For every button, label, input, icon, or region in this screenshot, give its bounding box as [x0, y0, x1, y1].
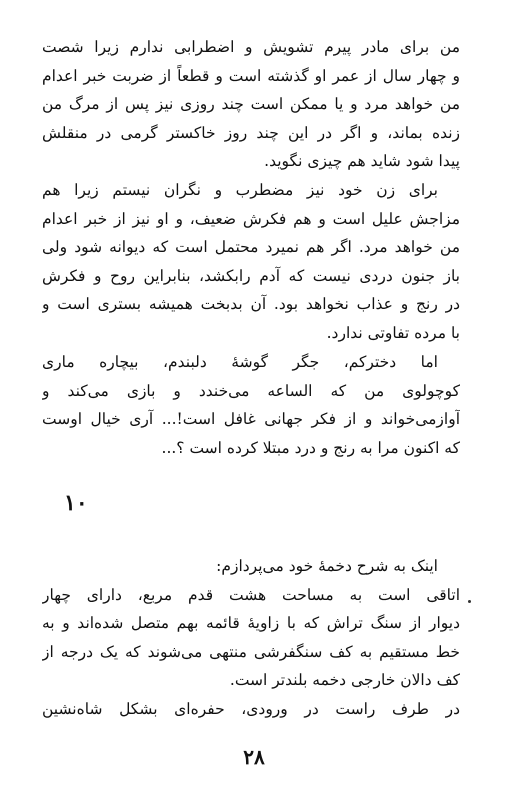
paragraph-mother: [42, 33, 460, 176]
text-line: خط مستقیم به کف سنگفرشی منتهی می‌شوند که یک درجه از: [42, 642, 460, 661]
text-line: پیدا شود شاید هم چیزی نگوید.: [264, 152, 460, 171]
text-line: باز جنون دردی نیست که آدم رابکشد، بنابراین روح و فکرش: [42, 266, 460, 285]
text-line: دیوار از سنگ تراش که با زاویهٔ قائمه بهم متصل شده‌اند و به: [42, 614, 460, 633]
text-line: اینک به شرح دخمهٔ خود می‌پردازم:: [216, 557, 438, 575]
text-line: در طرف راست در ورودی، حفره‌ای بشکل شاه‌نشین: [42, 699, 460, 718]
text-line: اتاقی است به مساحت هشت قدم مربع، دارای چهار: [42, 585, 460, 604]
text-line: من خواهد مرد. اگر هم نمیرد محتمل است که دیوانه شود ولی: [42, 238, 460, 257]
text-line: مزاجش علیل است و هم فکرش ضعیف، و او نیز از خبر اعدام: [42, 209, 460, 228]
text-line: با مرده تفاوتی ندارد.: [326, 323, 460, 342]
text-line: اما دخترکم، جگر گوشهٔ دلبندم، بیچاره ماری: [42, 353, 438, 371]
text-line: کوچولوی من که الساعه می‌خندد و بازی می‌کند و: [42, 381, 460, 400]
text-line: در رنج و عذاب نخواهد بود. آن بدبخت همیشه بستری است و: [42, 295, 460, 314]
paragraph-cell-description: [42, 552, 460, 724]
page-number: ۲۸: [243, 745, 265, 769]
text-line: زنده بماند، و اگر در این چند روز خاکستر گرمی در منقلش: [42, 123, 460, 142]
text-line: من خواهد مرد و یا ممکن است چند روزی نیز پس از مرگ من: [42, 95, 460, 114]
paragraph-daughter: [42, 348, 460, 462]
text-line: من برای مادر پیرم تشویش و اضطرابی ندارم زیرا شصت: [42, 38, 460, 56]
text-line: که اکنون مرا به رنج و درد مبتلا کرده است ؟...: [161, 438, 460, 457]
ink-speck: [468, 600, 471, 603]
text-line: کف دالان خارجی دخمه بلندتر است.: [229, 671, 460, 690]
text-line: و چهار سال از عمر او گذشته است و قطعاً از ضربت خبر اعدام: [42, 66, 460, 85]
text-line: آوازمی‌خواند و از فکر جهانی غافل است!... آری خیال اوست: [42, 410, 460, 429]
paragraph-wife: [42, 176, 460, 348]
text-line: برای زن خود نیز مضطرب و نگران نیستم زیرا هم: [42, 181, 438, 199]
section-number: ۱۰: [64, 490, 88, 516]
